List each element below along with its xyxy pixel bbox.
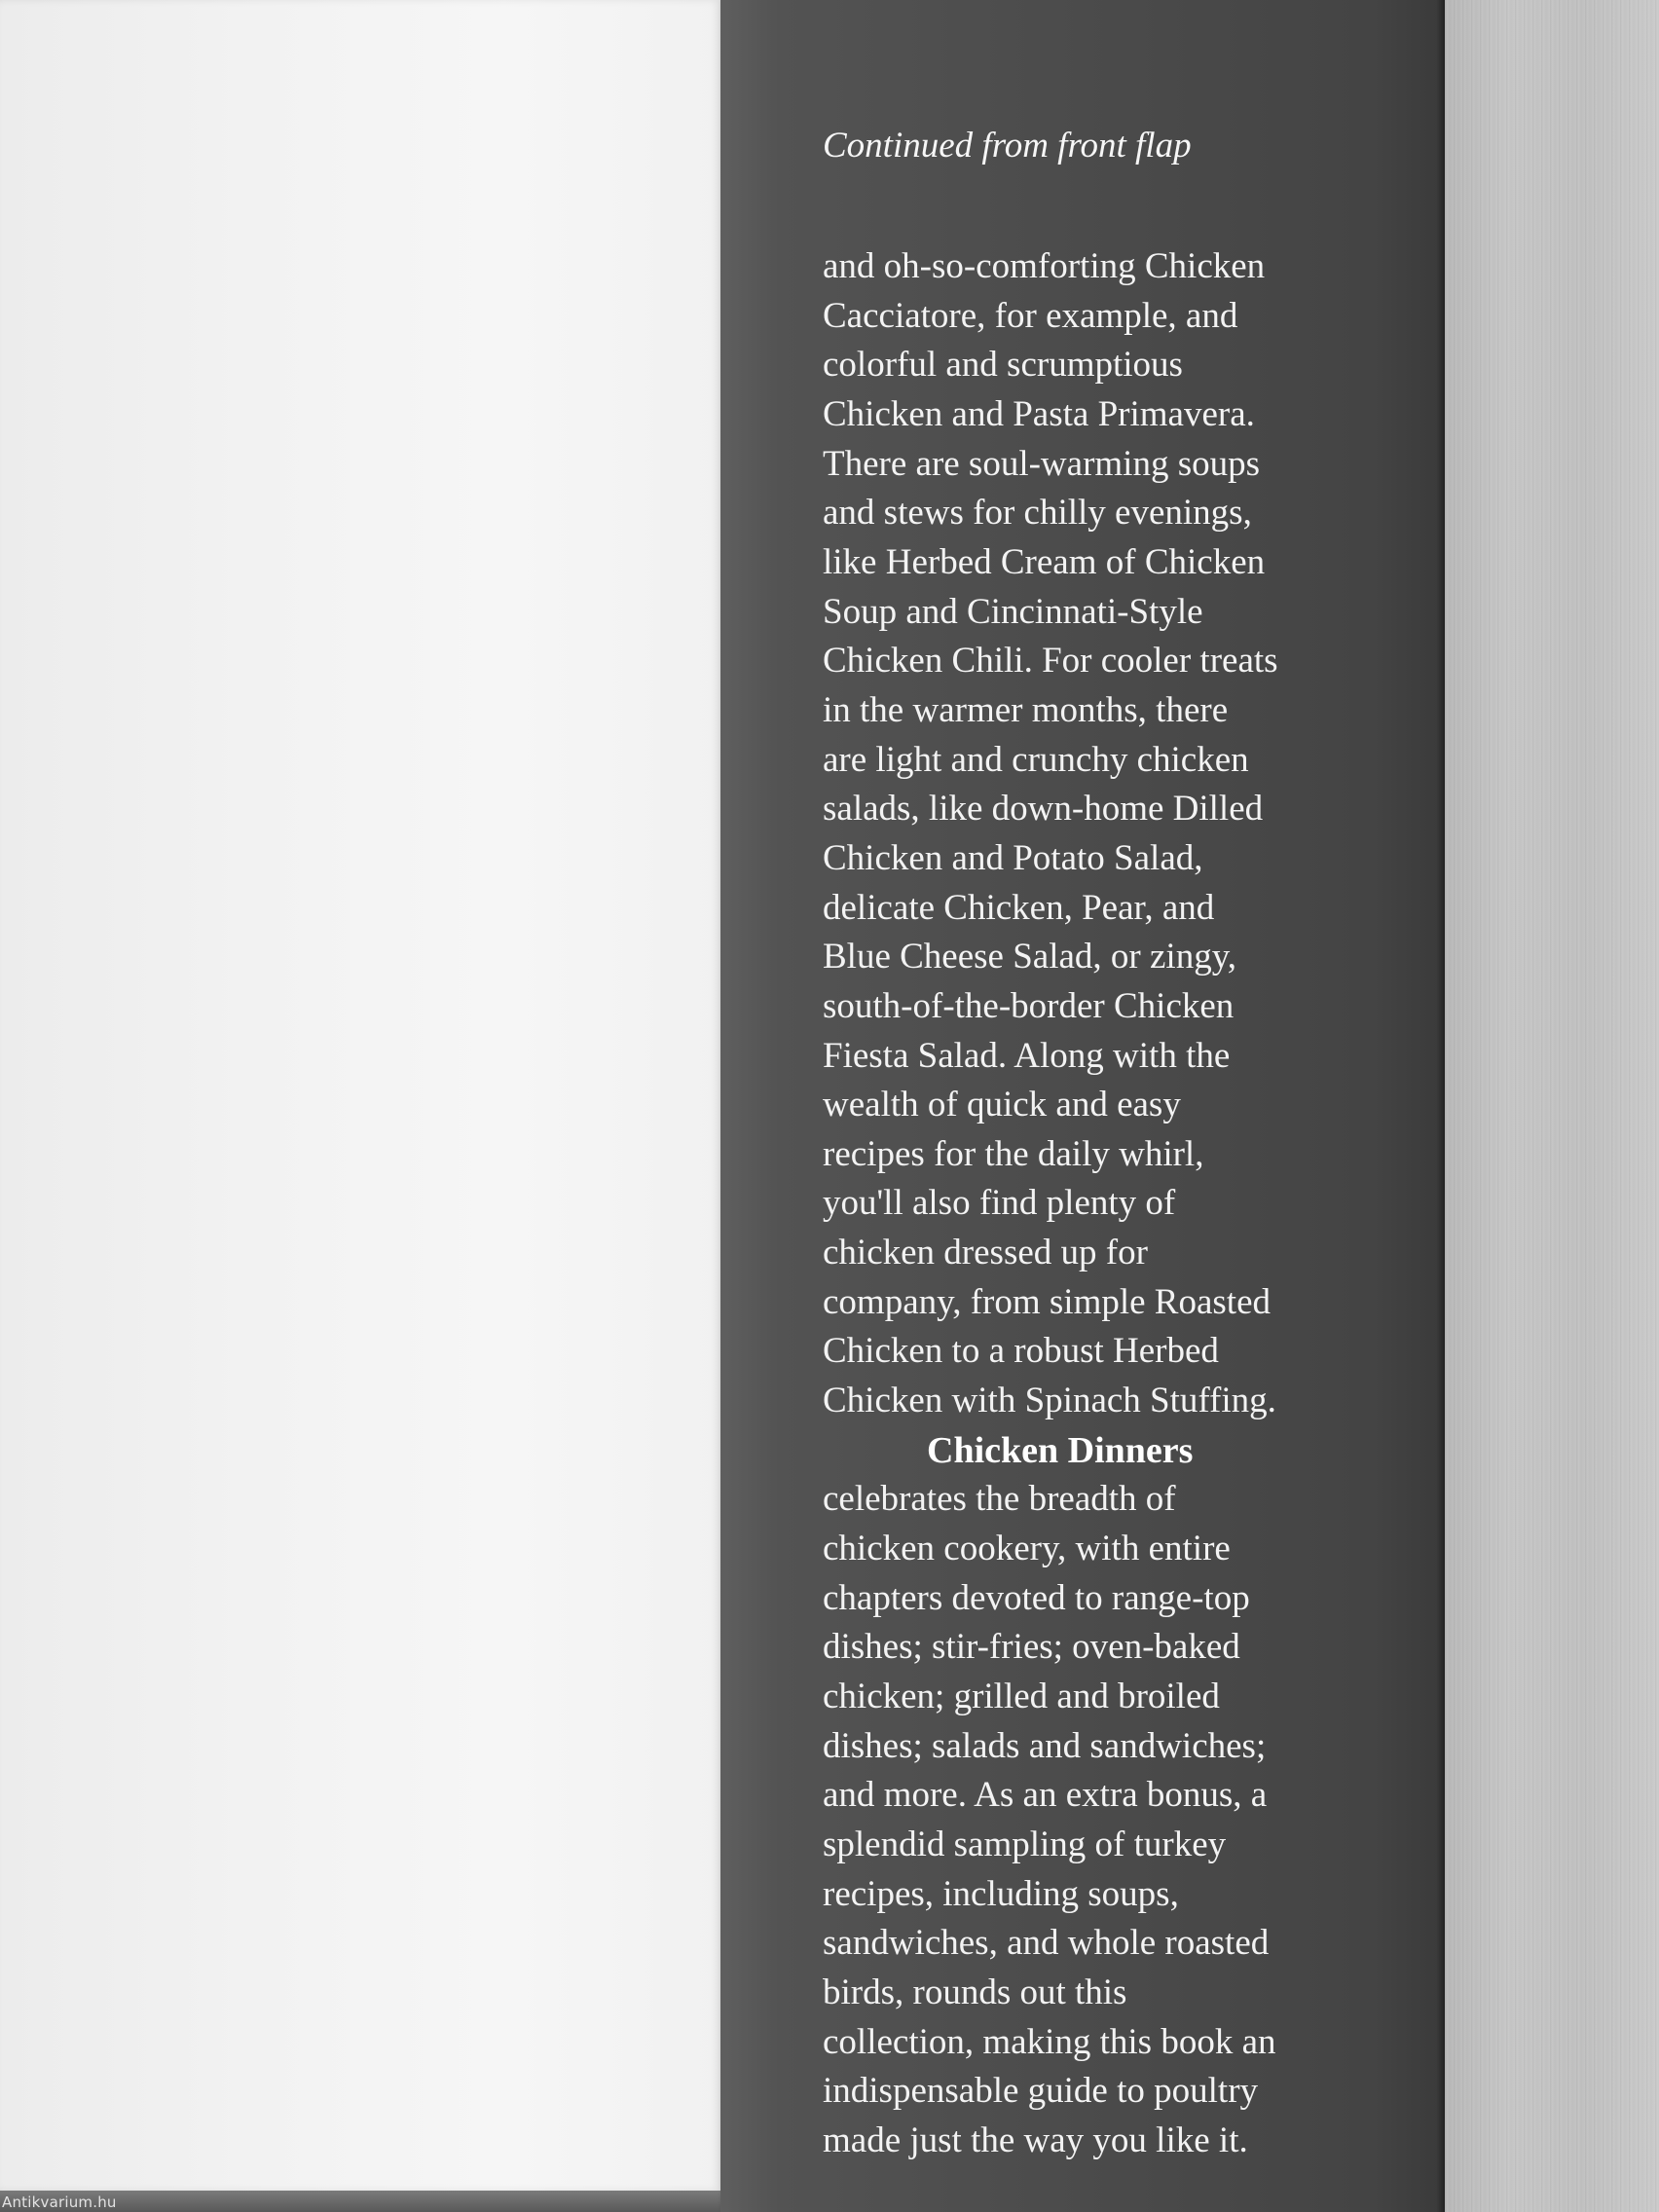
- continued-note: Continued from front flap: [823, 126, 1192, 166]
- flap-paragraph-1: and oh-so-comforting Chicken Cacciatore, for example, and colorful and scrumptious Chicken and Pasta Primavera. There are soul-warming soups and stews for chilly evenings, like Herbed Cream of Chicken Soup and Cincinnati-Style Chicken Chili. For cooler treats in the warmer months, there are light and crunchy chicken salads, like down-home Dilled Chicken and Potato Salad, delicate Chicken, Pear, and Blue Cheese Salad, or zingy, south-of-the-border Chicken Fiesta Salad. Along with the wealth of quick and easy recipes for the daily whirl, you'll also find plenty of chicken dressed up for company, from simple Roasted Chicken to a robust Herbed Chicken with Spinach Stuffing.: [823, 246, 1278, 1421]
- blank-left-page: [0, 0, 720, 2191]
- wood-surface: [1445, 0, 1659, 2212]
- watermark: Antikvarium.hu: [2, 2194, 117, 2211]
- page-bottom-strip: [0, 2191, 720, 2212]
- flap-edge: [1437, 0, 1445, 2212]
- flap-text-block: [823, 119, 1407, 2166]
- book-title: Chicken Dinners: [927, 1429, 1194, 1471]
- flap-paragraph-2: celebrates the breadth of chicken cookery, with entire chapters devoted to range-top dishes; stir-fries; oven-baked chicken; grilled and broiled dishes; salads and sandwiches; and more. As an extra bonus, a splendid sampling of turkey recipes, including soups, sandwiches, and whole roasted birds, rounds out this collection, making this book an indispensable guide to poultry made just the way you like it.: [823, 1479, 1276, 2160]
